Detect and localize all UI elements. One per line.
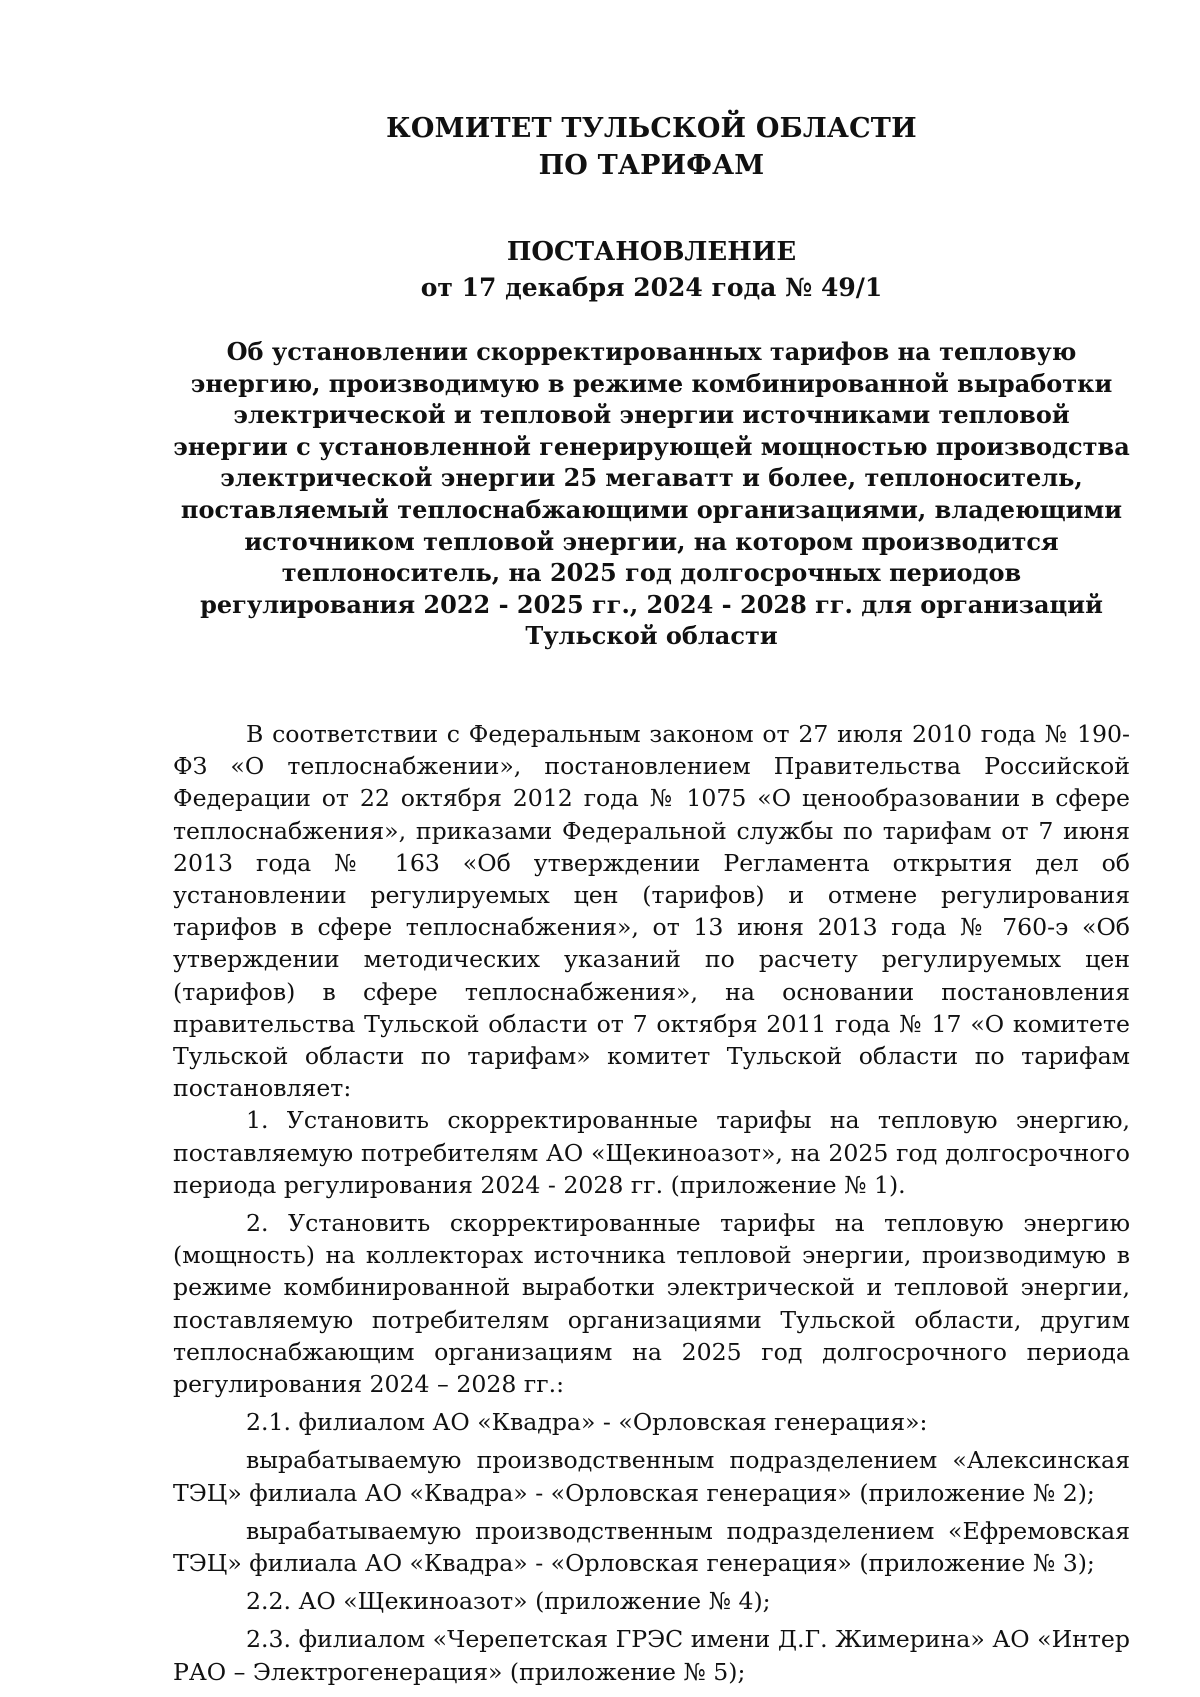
item-2-1-a-paragraph: вырабатываемую производственным подразделением «Алексинская ТЭЦ» филиала АО «Квадра» - «Орловская генерация» (приложение № 2); (173, 1446, 1130, 1507)
item-1-paragraph: 1. Установить скорректированные тарифы на тепловую энергию, поставляемую потребителям АО «Щекиноазот», на 2025 год долгосрочного периода регулирования 2024 - 2028 гг. (приложение № 1). (173, 1106, 1130, 1199)
document-subject: Об установлении скорректированных тарифов на тепловую энергию, производимую в режиме комбинированной выработки электрической и тепловой энергии источниками тепловой энергии с установленной генерирующей мощностью производства электрической энергии 25 мегаватт и более, теплоноситель, поставляемый теплоснабжающими организациями, владеющими источником тепловой энергии, на котором производится теплоноситель, на 2025 год долгосрочных периодов регулирования 2022 - 2025 гг., 2024 - 2028 гг. для организаций Тульской области (173, 337, 1130, 651)
organization-name (173, 110, 1130, 184)
item-2-1-paragraph: 2.1. филиалом АО «Квадра» - «Орловская генерация»: (246, 1408, 928, 1437)
document-page (173, 110, 1130, 1688)
document-type: ПОСТАНОВЛЕНИЕ (506, 237, 797, 267)
item-2-paragraph: 2. Установить скорректированные тарифы на тепловую энергию (мощность) на коллекторах источника тепловой энергии, производимую в режиме комбинированной выработки электрической и тепловой энергии, поставляемую потребителям организациями Тульской области, другим теплоснабжающим организациям на 2025 год долгосрочного периода регулирования 2024 – 2028 гг.: (173, 1208, 1130, 1398)
organization-line-1: КОМИТЕТ ТУЛЬСКОЙ ОБЛАСТИ (386, 113, 917, 144)
item-2-1-b-paragraph: вырабатываемую производственным подразделением «Ефремовская ТЭЦ» филиала АО «Квадра» - «Орловская генерация» (приложение № 3); (173, 1516, 1130, 1578)
document-date-number: от 17 декабря 2024 года № 49/1 (420, 273, 883, 302)
organization-line-2: ПО ТАРИФАМ (538, 150, 765, 181)
preamble-paragraph: В соответствии с Федеральным законом от 27 июля 2010 года № 190-ФЗ «О теплоснабжении», постановлением Правительства Российской Федерации от 22 октября 2012 года № 1075 «О ценообразовании в сфере теплоснабжения», приказами Федеральной службы по тарифам от 7 июня 2013 года № 163 «Об утверждении Регламента открытия дел об установлении регулируемых цен (тарифов) и отмене регулирования тарифов в сфере теплоснабжения», от 13 июня 2013 года № 760-э «Об утверждении методических указаний по расчету регулируемых цен (тарифов) в сфере теплоснабжения», на основании постановления правительства Тульской области от 7 октября 2011 года № 17 «О комитете Тульской области по тарифам» комитет Тульской области по тарифам постановляет: (173, 719, 1130, 1103)
item-2-3-paragraph: 2.3. филиалом «Черепетская ГРЭС имени Д.Г. Жимерина» АО «Интер РАО – Электрогенерация» (приложение № 5); (173, 1625, 1130, 1686)
item-2-2-paragraph: 2.2. АО «Щекиноазот» (приложение № 4); (246, 1587, 771, 1616)
document-body (173, 718, 1130, 1688)
